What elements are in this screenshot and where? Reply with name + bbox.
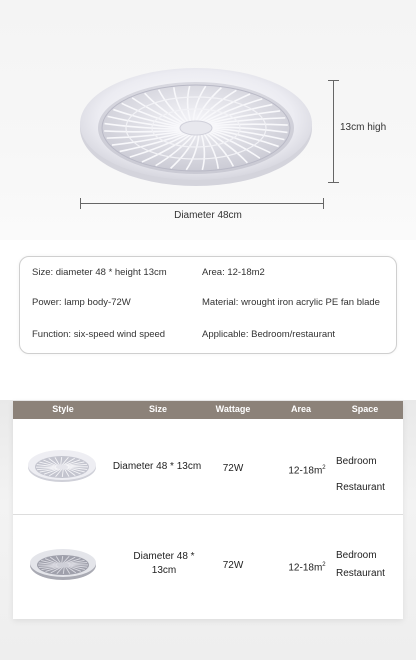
header-space: Space — [351, 404, 379, 414]
spec-size: Size: diameter 48 * height 13cm — [32, 267, 167, 278]
spec-power: Power: lamp body-72W — [32, 297, 131, 308]
specs-box — [19, 256, 397, 354]
row1-area: $12-18m^2$ — [288, 465, 326, 477]
table-header — [13, 401, 403, 419]
row1-size: Diameter 48 * 13cm — [112, 461, 202, 472]
height-label: 13cm high — [340, 122, 387, 133]
height-dimension-line — [333, 80, 334, 183]
row-divider — [13, 514, 403, 515]
row2-space-restaurant: Restaurant — [336, 568, 385, 579]
row1-space-bedroom: Bedroom — [336, 456, 377, 467]
row1-wattage: 72W — [222, 463, 244, 474]
header-area: Area — [290, 404, 311, 414]
spec-material: Material: wrought iron acrylic PE fan blade — [202, 297, 380, 308]
spec-area: Area: 12-18m2 — [202, 267, 265, 278]
diameter-dimension-line — [80, 203, 324, 204]
specs-section — [0, 240, 416, 400]
spec-applicable: Applicable: Bedroom/restaurant — [202, 329, 336, 340]
product-hero — [0, 0, 416, 240]
row2-size-line2: 13cm — [151, 565, 177, 576]
spec-function: Function: six-speed wind speed — [32, 329, 166, 340]
row2-wattage: 72W — [222, 560, 244, 571]
row2-area: $12-18m^2$ — [288, 562, 326, 574]
ceiling-fan-image — [78, 62, 314, 188]
diameter-label: Diameter 48cm — [174, 210, 242, 221]
fan-thumbnail-white — [27, 449, 97, 483]
header-size: Size — [148, 404, 167, 414]
fan-thumbnail-grey — [29, 547, 97, 581]
row2-space-bedroom: Bedroom — [336, 550, 377, 561]
header-wattage: Wattage — [215, 404, 251, 414]
comparison-table — [13, 401, 403, 619]
header-style: Style — [52, 404, 74, 414]
row2-size-line1: Diameter 48 * — [133, 551, 195, 562]
row1-space-restaurant: Restaurant — [336, 482, 385, 493]
